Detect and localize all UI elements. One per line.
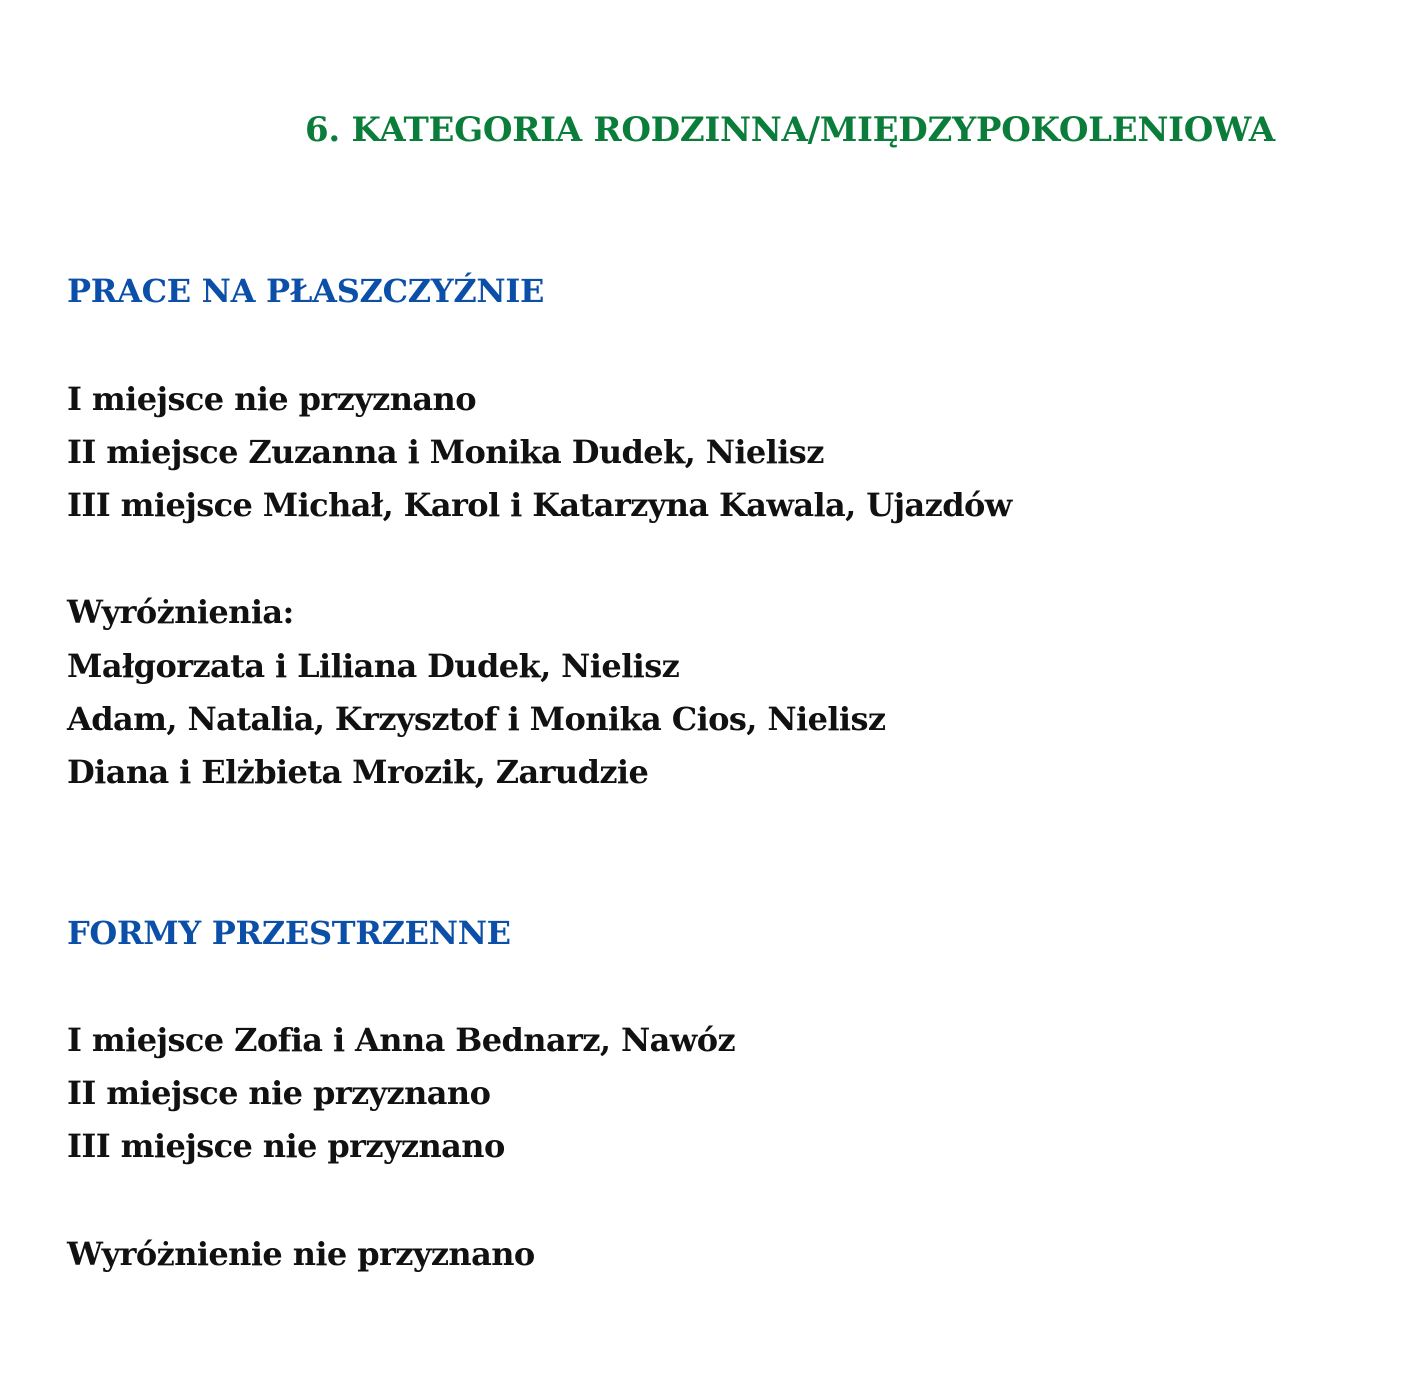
place-line: II miejsce nie przyznano — [67, 1074, 491, 1112]
distinctions-label: Wyróżnienie nie przyznano — [67, 1235, 535, 1273]
distinction-line: Adam, Natalia, Krzysztof i Monika Cios, Nielisz — [67, 700, 886, 738]
place-line: III miejsce nie przyznano — [67, 1127, 505, 1165]
section-heading-flat-works: PRACE NA PŁASZCZYŹNIE — [67, 272, 545, 310]
category-title: 6. KATEGORIA RODZINNA/MIĘDZYPOKOLENIOWA — [305, 110, 1275, 150]
distinction-line: Małgorzata i Liliana Dudek, Nielisz — [67, 647, 680, 685]
place-line: III miejsce Michał, Karol i Katarzyna Kawala, Ujazdów — [67, 486, 1012, 524]
section-heading-spatial-forms: FORMY PRZESTRZENNE — [67, 914, 511, 952]
place-line: I miejsce nie przyznano — [67, 380, 476, 418]
distinction-line: Diana i Elżbieta Mrozik, Zarudzie — [67, 753, 649, 791]
place-line: I miejsce Zofia i Anna Bednarz, Nawóz — [67, 1021, 736, 1059]
distinctions-label: Wyróżnienia: — [67, 593, 294, 631]
place-line: II miejsce Zuzanna i Monika Dudek, Nielisz — [67, 433, 824, 471]
